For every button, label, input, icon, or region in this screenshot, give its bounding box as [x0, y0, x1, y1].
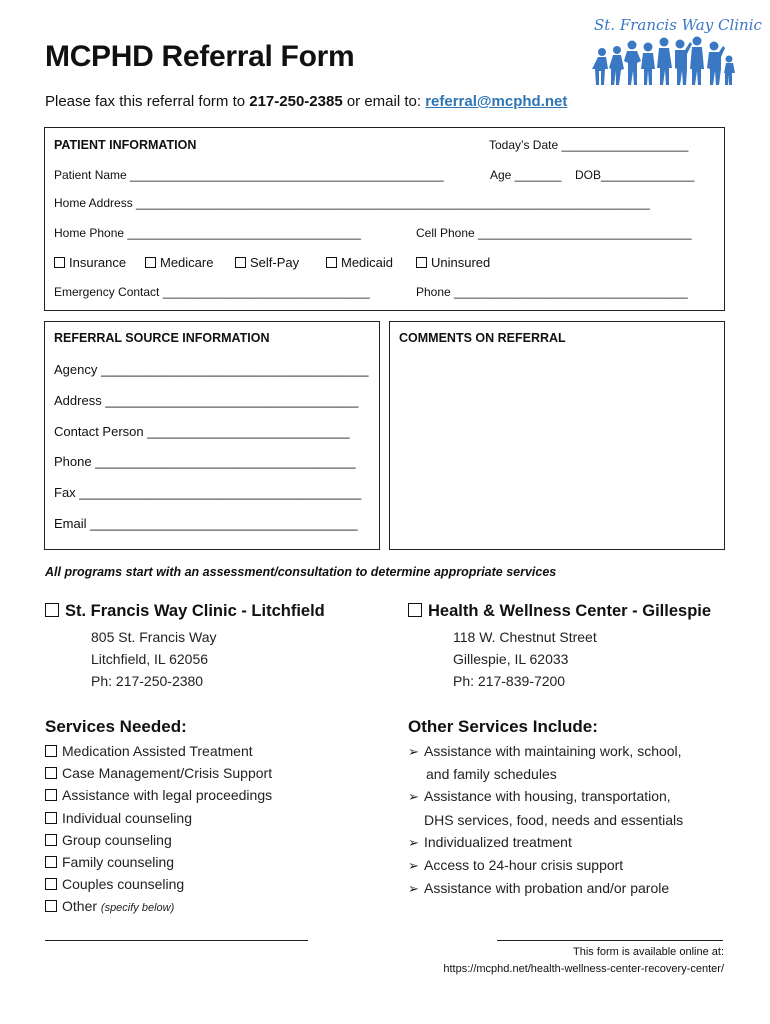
age-field[interactable]: Age _______ [490, 168, 562, 182]
service-checkbox[interactable] [45, 851, 272, 873]
other-service-item-cont [408, 809, 683, 831]
service-label: Medication Assisted Treatment [62, 743, 253, 759]
other-service-item [408, 785, 683, 808]
todays-date-field[interactable]: Today’s Date ___________________ [489, 138, 689, 152]
agency-field[interactable]: Agency _____________________________________ [54, 362, 369, 377]
comments-box[interactable] [389, 321, 725, 550]
checkbox-icon [45, 878, 57, 890]
address-line: 118 W. Chestnut Street [453, 629, 597, 645]
checkbox-icon [45, 834, 57, 846]
referral-fax-field[interactable]: Fax _______________________________________ [54, 485, 362, 500]
arrow-bullet-icon: ➢ [408, 744, 419, 759]
specify-line-left[interactable] [45, 940, 308, 941]
other-service-item [408, 831, 683, 854]
checkbox-icon [145, 257, 156, 268]
patient-section-title: PATIENT INFORMATION [54, 138, 197, 152]
service-text: Access to 24-hour crisis support [424, 857, 624, 874]
other-service-item [408, 877, 683, 900]
checkbox-icon [45, 767, 57, 779]
checkbox-icon [45, 603, 59, 617]
service-checkbox[interactable] [45, 740, 272, 762]
clinic-litchfield-address [91, 626, 217, 692]
checkbox-icon [408, 603, 422, 617]
clinic-logo [590, 12, 762, 92]
checkbox-icon [45, 900, 57, 912]
referral-source-box [44, 321, 380, 550]
clinic-name: St. Francis Way Clinic - Litchfield [65, 602, 325, 620]
page-title: MCPHD Referral Form [45, 40, 355, 73]
arrow-bullet-icon: ➢ [408, 858, 419, 874]
other-note: (specify below) [100, 902, 175, 915]
service-label: Assistance with legal proceedings [62, 787, 273, 804]
other-services-list [408, 740, 683, 900]
assessment-note: All programs start with an assessment/consultation to determine appropriate services [45, 565, 557, 579]
referral-email-field[interactable]: Email _____________________________________ [54, 516, 358, 531]
service-checkbox-other[interactable] [45, 895, 272, 919]
people-silhouettes-icon [590, 12, 740, 92]
comments-section-title: COMMENTS ON REFERRAL [399, 331, 566, 345]
footer-available-text: This form is available online at: [572, 946, 724, 958]
services-needed-title: Services Needed: [45, 717, 187, 736]
payer-label: Medicaid [341, 255, 394, 270]
other-service-item [408, 740, 683, 763]
other-services-title: Other Services Include: [408, 717, 598, 736]
email-prefix: or email to: [342, 93, 426, 110]
service-checkbox[interactable] [45, 829, 272, 851]
payer-label: Uninsured [431, 255, 491, 270]
referral-address-field[interactable]: Address ___________________________________ [54, 393, 359, 408]
payer-insurance-checkbox[interactable] [54, 255, 126, 270]
other-service-item-cont [408, 763, 683, 785]
patient-name-field[interactable]: Patient Name _______________________________________________ [54, 168, 444, 182]
contact-line [45, 93, 567, 110]
email-link[interactable]: referral@mcphd.net [425, 93, 568, 110]
service-checkbox[interactable] [45, 873, 272, 895]
cell-phone-field[interactable]: Cell Phone ________________________________ [416, 226, 692, 240]
referral-phone-field[interactable]: Phone ____________________________________ [54, 454, 356, 469]
specify-line-right[interactable] [497, 940, 723, 941]
checkbox-icon [45, 856, 57, 868]
arrow-bullet-icon: ➢ [408, 834, 419, 850]
arrow-bullet-icon: ➢ [408, 789, 419, 805]
service-text: DHS services, food, needs and essentials [424, 811, 684, 828]
address-line: Litchfield, IL 62056 [91, 651, 209, 667]
dob-field[interactable]: DOB______________ [575, 168, 695, 182]
checkbox-icon [54, 257, 65, 268]
service-text: Assistance with housing, transportation, [424, 788, 671, 805]
clinic-litchfield-checkbox[interactable] [45, 602, 325, 621]
payer-label: Self-Pay [250, 255, 300, 270]
clinic-phone: Ph: 217-250-2380 [91, 673, 204, 689]
emergency-contact-field[interactable]: Emergency Contact _______________________________ [54, 285, 370, 299]
clinic-gillespie-address [453, 626, 597, 692]
payer-medicare-checkbox[interactable] [145, 255, 213, 270]
clinic-phone: Ph: 217-839-7200 [453, 673, 566, 689]
services-needed-list [45, 740, 272, 920]
referral-section-title: REFERRAL SOURCE INFORMATION [54, 331, 270, 345]
service-label: Group counseling [62, 831, 172, 848]
address-line: 805 St. Francis Way [91, 629, 217, 645]
fax-prefix: Please fax this referral form to [45, 93, 250, 110]
clinic-name: Health & Wellness Center - Gillespie [428, 602, 712, 620]
other-service-item [408, 854, 683, 877]
checkbox-icon [235, 257, 246, 268]
service-label: Case Management/Crisis Support [62, 765, 273, 782]
service-label: Couples counseling [62, 876, 185, 893]
payer-medicaid-checkbox[interactable] [326, 255, 393, 270]
service-checkbox[interactable] [45, 807, 272, 829]
checkbox-icon [416, 257, 427, 268]
arrow-bullet-icon: ➢ [408, 881, 419, 897]
checkbox-icon [45, 812, 57, 824]
payer-label: Insurance [69, 255, 127, 270]
service-checkbox[interactable] [45, 762, 272, 784]
checkbox-icon [326, 257, 337, 268]
service-checkbox[interactable] [45, 784, 272, 806]
payer-label: Medicare [160, 255, 214, 270]
service-label: Individual counseling [62, 809, 192, 826]
service-text: Assistance with maintaining work, school, [424, 743, 682, 759]
payer-uninsured-checkbox[interactable] [416, 255, 490, 270]
contact-person-field[interactable]: Contact Person ____________________________ [54, 424, 350, 439]
logo-text: St. Francis Way Clinic [594, 16, 762, 34]
checkbox-icon [45, 745, 57, 757]
clinic-gillespie-checkbox[interactable] [408, 602, 711, 621]
payer-self-pay-checkbox[interactable] [235, 255, 299, 270]
patient-information-box [44, 127, 725, 311]
home-address-field[interactable]: Home Address _____________________________________________________________________________ [54, 196, 650, 210]
home-phone-field[interactable]: Home Phone ___________________________________ [54, 226, 361, 240]
service-label: Family counseling [62, 854, 175, 871]
emergency-phone-field[interactable]: Phone ___________________________________ [416, 285, 688, 299]
checkbox-icon [45, 789, 57, 801]
service-text: Assistance with probation and/or parole [424, 880, 670, 897]
footer-url[interactable]: https://mcphd.net/health-wellness-center-recovery-center/ [443, 963, 724, 975]
service-text: Individualized treatment [424, 833, 572, 850]
service-text: and family schedules [426, 766, 557, 783]
fax-number: 217-250-2385 [249, 93, 343, 110]
address-line: Gillespie, IL 62033 [453, 651, 569, 667]
service-label: Other [62, 898, 98, 915]
